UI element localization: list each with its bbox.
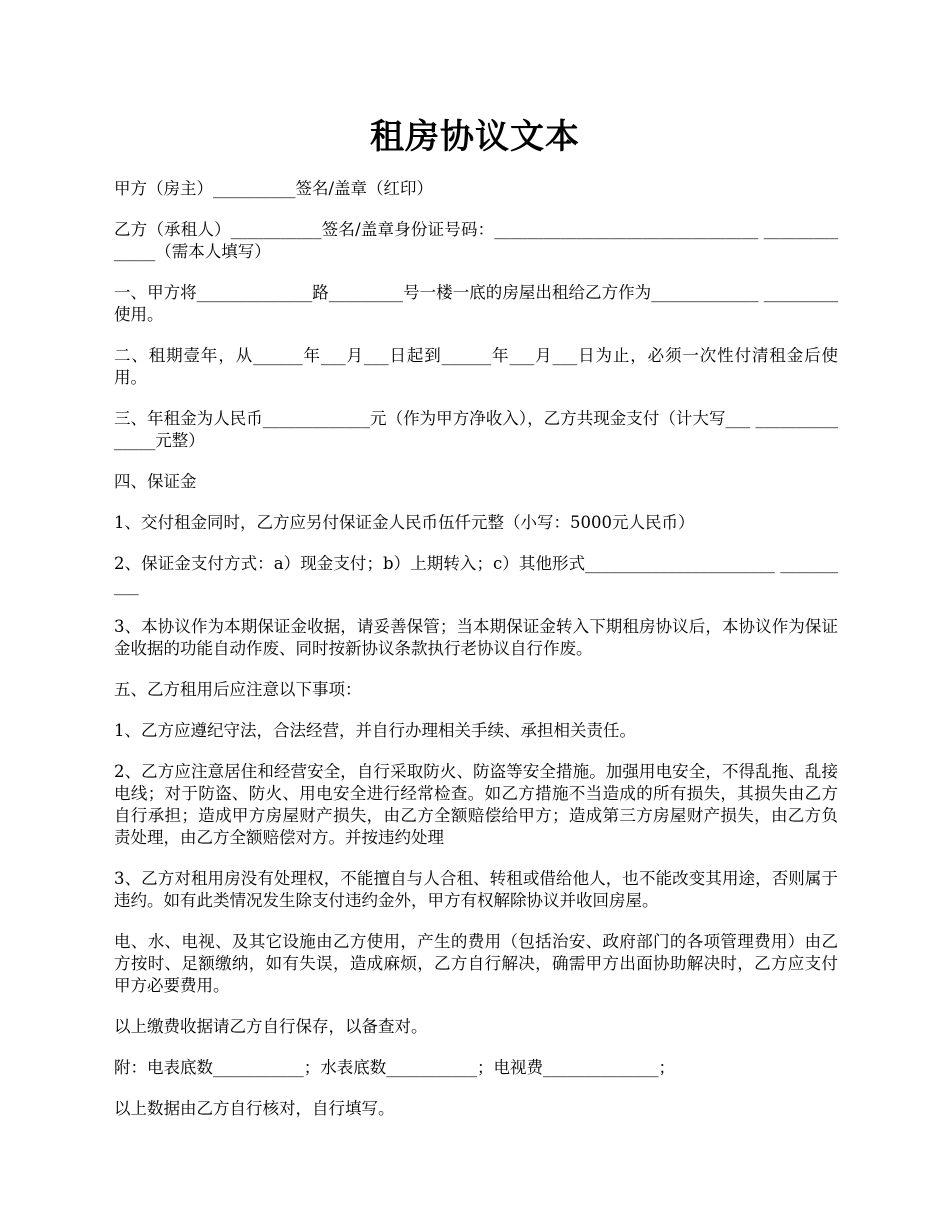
document-title: 租房协议文本 bbox=[370, 117, 580, 157]
party-a-line: 甲方（房主）__________签名/盖章（红印） bbox=[114, 179, 434, 198]
notice-item-3: 3、乙方对租用房没有处理权，不能擅自与人合租、转租或借给他人，也不能改变其用途，否则属于违约。如有此类情况发生除支付违约金外，甲方有权解除协议并收回房屋。 bbox=[114, 869, 838, 910]
deposit-item-2: 2、保证金支付方式：a）现金支付；b）上期转入；c）其他形式_______________________ __________ bbox=[114, 554, 838, 595]
clause-4-heading: 四、保证金 bbox=[114, 472, 197, 491]
clause-5-heading: 五、乙方租用后应注意以下事项： bbox=[114, 680, 362, 699]
deposit-item-1: 1、交付租金同时，乙方应另付保证金人民币伍仟元整（小写：5000元人民币） bbox=[114, 513, 695, 532]
closing-line: 以上数据由乙方自行核对，自行填写。 bbox=[114, 1099, 395, 1118]
party-b-line: 乙方（承租人）___________签名/盖章身份证号码：________________________________ ______________（需本人填写） bbox=[114, 220, 838, 261]
clause-2-term: 二、租期壹年，从______年___月___日起到______年___月___日为止，必须一次性付清租金后使用。 bbox=[114, 346, 838, 387]
clause-3-rent: 三、年租金为人民币_____________元（作为甲方净收入），乙方共现金支付（计大写___ _______________元整） bbox=[114, 409, 838, 450]
meter-readings-line: 附：电表底数___________；水表底数___________；电视费______________； bbox=[114, 1058, 675, 1077]
deposit-item-3: 3、本协议作为本期保证金收据，请妥善保管；当本期保证金转入下期租房协议后，本协议作为保证金收据的功能自动作废、同时按新协议条款执行老协议自行作废。 bbox=[114, 617, 838, 658]
receipts-paragraph: 以上缴费收据请乙方自行保存，以备查对。 bbox=[114, 1017, 428, 1036]
notice-item-1: 1、乙方应遵纪守法，合法经营，并自行办理相关手续、承担相关责任。 bbox=[114, 721, 636, 740]
clause-1-premises: 一、甲方将______________路_________号一楼一底的房屋出租给乙方作为_____________ _________使用。 bbox=[114, 283, 838, 324]
document-body bbox=[114, 178, 838, 1139]
notice-item-2: 2、乙方应注意居住和经营安全，自行采取防火、防盗等安全措施。加强用电安全，不得乱拖、乱接电线；对于防盗、防火、用电安全进行经常检查。如乙方措施不当造成的所有损失，其损失由乙方自行承担；造成甲方房屋财产损失，由乙方全额赔偿给甲方；造成第三方房屋财产损失，由乙方负责处理，由乙方全额赔偿对方。并按违约处理 bbox=[114, 762, 838, 847]
utilities-paragraph: 电、水、电视、及其它设施由乙方使用，产生的费用（包括治安、政府部门的各项管理费用）由乙方按时、足额缴纳，如有失误，造成麻烦，乙方自行解决，确需甲方出面协助解决时，乙方应支付甲方必要费用。 bbox=[114, 932, 838, 995]
